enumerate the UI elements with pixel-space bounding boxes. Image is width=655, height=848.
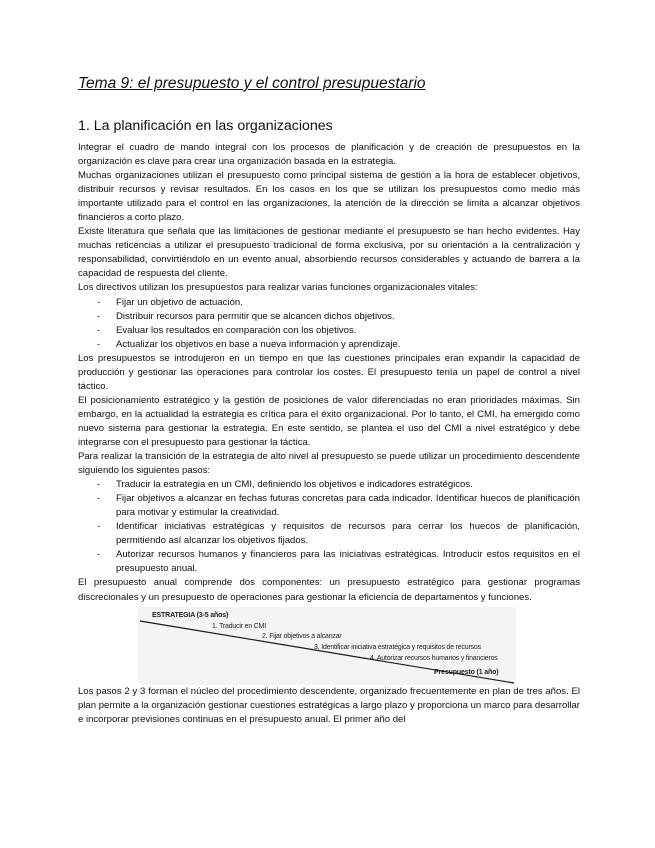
figure-bottom-label: Presupuesto (1 año) (434, 668, 499, 676)
list-item: - Identificar iniciativas estratégicas y requisitos de recursos para cerrar los huecos de planificación, permitiendo así alcanzar los objetivos fijados. (78, 520, 580, 548)
functions-list (78, 296, 580, 352)
paragraph: Para realizar la transición de la estrategia de alto nivel al presupuesto se puede utilizar un procedimiento descendente siguiendo los siguientes pasos: (78, 451, 580, 477)
paragraph: Los presupuestos se introdujeron en un tiempo en que las cuestiones principales eran expandir la capacidad de producción y gestionar las operaciones para controlar los costes. El presupuesto tenía un papel de control a nivel táctico. (78, 352, 580, 392)
figure-step: 3. Identificar iniciativa estratégica y requisitos de recursos (314, 643, 481, 651)
paragraph: Los directivos utilizan los presupuestos para realizar varias funciones organizacionales vitales: (78, 282, 478, 294)
list-item: - Evaluar los resultados en comparación con los objetivos. (78, 324, 580, 338)
list-item: - Distribuir recursos para permitir que se alcancen dichos objetivos. (78, 310, 580, 324)
paragraph: Los pasos 2 y 3 forman el núcleo del procedimiento descendente, organizado frecuentemente en plan de tres años. El plan permite a la organización gestionar cuestiones estratégicas a largo plazo y proporciona un marco para desarrollar e incorporar previsiones continuas en el presupuesto anual. El primer año del (78, 685, 580, 725)
figure-top-label: ESTRATEGIA (3-5 años) (152, 611, 229, 619)
steps-list (78, 478, 580, 576)
list-item: - Actualizar los objetivos en base a nueva información y aprendizaje. (78, 338, 580, 352)
list-item: - Traducir la estrategia en un CMI, definiendo los objetivos e indicadores estratégicos. (78, 478, 580, 492)
paragraph: El posicionamiento estratégico y la gestión de posiciones de valor diferenciadas no eran prioridades máximas. Sin embargo, en la actualidad la estrategia es crítica para el éxito organizacional. Por lo tanto, el CMI, ha emergido como nuevo sistema para gestionar la estrategia. En este sentido, se plantea el uso del CMI a nivel estratégico y debe integrarse con el presupuesto para gestionar la táctica. (78, 394, 580, 448)
section-heading: 1. La planificación en las organizaciones (78, 118, 333, 134)
document-title: Tema 9: el presupuesto y el control presupuestario (78, 75, 426, 92)
paragraph: Existe literatura que señala que las limitaciones de gestionar mediante el presupuesto se han hecho evidentes. Hay muchas reticencias a utilizar el presupuesto tradicional de forma exclusiva, por su orientación a la centralización y responsabilidad, convirtiéndolo en un evento anual, absorbiendo recursos considerables y actuando de barrera a la capacidad de respuesta del cliente. (78, 226, 580, 280)
paragraph: Integrar el cuadro de mando integral con los procesos de planificación y de creación de presupuestos en la organización es clave para crear una organización basada en la estrategia. (78, 142, 580, 168)
figure-step: 1. Traducir en CMI (212, 622, 266, 630)
section-body (78, 141, 580, 727)
list-item: - Fijar un objetivo de actuación. (78, 296, 580, 310)
strategy-to-budget-figure (138, 607, 516, 685)
paragraph: El presupuesto anual comprende dos componentes: un presupuesto estratégico para gestionar programas discrecionales y un presupuesto de operaciones para gestionar la eficiencia de departamentos y funciones. (78, 577, 580, 603)
list-item: - Fijar objetivos a alcanzar en fechas futuras concretas para cada indicador. Identificar huecos de planificación para motivar y estimular la creatividad. (78, 492, 580, 520)
paragraph: Muchas organizaciones utilizan el presupuesto como principal sistema de gestión a la hora de establecer objetivos, distribuir recursos y revisar resultados. En los casos en los que se utilizan los presupuestos como medio más importante utilizado para el control en las organizaciones, la atención de la dirección se limita a alcanzar objetivos financieros a corto plazo. (78, 170, 580, 224)
list-item: - Autorizar recursos humanos y financieros para las iniciativas estratégicas. Introducir estos requisitos en el presupuesto anual. (78, 548, 580, 576)
figure-step: 2. Fijar objetivos a alcanzar (262, 632, 342, 640)
figure-step: 4. Autorizar recursos humanos y financieros (370, 654, 498, 662)
